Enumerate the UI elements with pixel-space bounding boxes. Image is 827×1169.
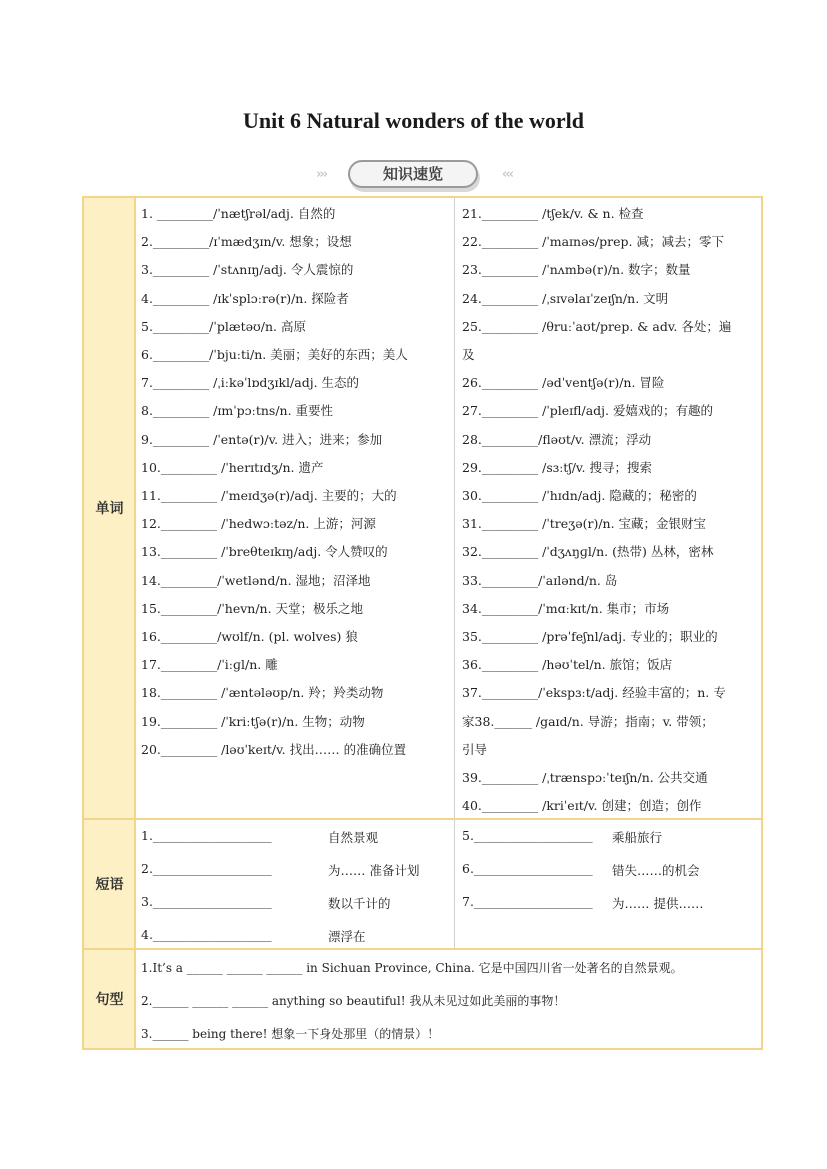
phrase-meaning: 漂浮在 — [328, 929, 366, 944]
word-item: 23._________ /ˈnʌmbə(r)/n. 数字；数量 — [462, 262, 691, 278]
phrase-meaning: 为…… 提供…… — [612, 896, 704, 911]
phrase-meaning: 错失……的机会 — [612, 863, 700, 878]
phrase-meaning: 自然景观 — [328, 830, 379, 845]
phrase-meaning: 为…… 准备计划 — [328, 863, 420, 878]
section-banner — [312, 158, 516, 192]
phrase-blank: 1.___________________ — [141, 828, 272, 843]
word-item: 15._________/ˈhevn/n. 天堂；极乐之地 — [141, 600, 364, 616]
word-item: 32._________ /ˈdʒʌŋɡl/n. (热带) 丛林，密林 — [462, 544, 714, 560]
arrows-right-icon: ‹‹‹ — [501, 167, 512, 182]
section-divider — [84, 818, 761, 820]
word-item: 9._________ /ˈentə(r)/v. 进入；进来；参加 — [141, 431, 383, 447]
arrows-left-icon: ››› — [316, 167, 327, 182]
section-divider — [84, 948, 761, 950]
word-item: 3._________ /ˈstʌnɪŋ/adj. 令人震惊的 — [141, 262, 354, 278]
sentence-item: 2.______ ______ ______ anything so beautiful! 我从未见过如此美丽的事物！ — [141, 994, 566, 1008]
label-column-divider — [134, 198, 136, 1048]
word-item: 13._________ /ˈbreθteɪkɪŋ/adj. 令人赞叹的 — [141, 544, 388, 560]
word-item: 25._________ /θruːˈaʊt/prep. & adv. 各处；遍 — [462, 318, 732, 334]
word-item: 30._________ /ˈhɪdn/adj. 隐藏的；秘密的 — [462, 488, 697, 503]
words-column-divider — [454, 198, 455, 818]
word-item: 10._________ /ˈherɪtɪdʒ/n. 遗产 — [141, 459, 324, 475]
phrase-blank: 3.___________________ — [141, 894, 272, 909]
phrase-meaning: 数以千计的 — [328, 896, 391, 911]
word-item: 7._________ /ˌiːkəˈlɒdʒɪkl/adj. 生态的 — [141, 375, 360, 391]
word-item: 33._________/ˈaɪlənd/n. 岛 — [462, 572, 618, 588]
word-item: 1. _________/ˈnætʃrəl/adj. 自然的 — [141, 206, 336, 221]
word-item: 17._________/ˈiːɡl/n. 雕 — [141, 657, 278, 673]
word-item: 40._________ /kriˈeɪt/v. 创建；创造；创作 — [462, 798, 702, 814]
word-item: 家38.______ /gaɪd/n. 导游；指南；v. 带领； — [462, 713, 714, 729]
word-item: 19._________ /ˈkriːtʃə(r)/n. 生物；动物 — [141, 713, 365, 729]
word-item: 34._________/ˈmɑːkɪt/n. 集市；市场 — [462, 600, 670, 616]
word-item: 8._________ /ɪmˈpɔːtns/n. 重要性 — [141, 403, 334, 419]
word-item: 29._________ /sɜːtʃ/v. 搜寻；搜索 — [462, 459, 652, 475]
phrases-column-divider — [454, 820, 455, 948]
word-item: 27._________ /ˈpleɪfl/adj. 爱嬉戏的；有趣的 — [462, 403, 713, 419]
phrase-blank: 7.___________________ — [462, 894, 593, 909]
word-item: 35._________ /prəˈfeʃnl/adj. 专业的；职业的 — [462, 629, 718, 644]
word-item: 6._________/ˈbjuːti/n. 美丽；美好的东西；美人 — [141, 347, 408, 362]
word-item: 36._________ /həʊˈtel/n. 旅馆；饭店 — [462, 657, 673, 673]
banner-label: 知识速览 — [348, 160, 478, 188]
word-item: 28._________/fləʊt/v. 漂流；浮动 — [462, 431, 652, 447]
word-item: 22._________ /ˈmaɪnəs/prep. 减；减去；零下 — [462, 234, 724, 250]
word-item: 引导 — [462, 741, 488, 757]
word-item: 26._________ /ədˈventʃə(r)/n. 冒险 — [462, 375, 665, 391]
word-item: 37._________/ˈekspɜːt/adj. 经验丰富的；n. 专 — [462, 685, 726, 701]
word-item: 24._________ /ˌsɪvəlaɪˈzeɪʃn/n. 文明 — [462, 290, 669, 306]
word-item: 及 — [462, 347, 475, 362]
page-title: Unit 6 Natural wonders of the world — [243, 108, 584, 133]
word-item: 21._________ /tʃek/v. & n. 检查 — [462, 206, 644, 221]
phrase-blank: 5.___________________ — [462, 828, 593, 843]
word-item: 5._________/ˈplætəʊ/n. 高原 — [141, 318, 306, 334]
word-item: 31._________ /ˈtreʒə(r)/n. 宝藏；金银财宝 — [462, 516, 707, 532]
word-item: 14._________/ˈwetlənd/n. 湿地；沼泽地 — [141, 572, 371, 588]
word-item: 4._________ /ɪkˈsplɔːrə(r)/n. 探险者 — [141, 290, 349, 306]
word-item: 20._________ /ləʊˈkeɪt/v. 找出…… 的准确位置 — [141, 741, 407, 757]
phrase-blank: 6.___________________ — [462, 861, 593, 876]
word-item: 39._________ /ˌtrænspɔːˈteɪʃn/n. 公共交通 — [462, 770, 708, 785]
word-item: 11._________ /ˈmeɪdʒə(r)/adj. 主要的；大的 — [141, 488, 397, 503]
phrases-label: 短语 — [84, 820, 135, 948]
phrase-blank: 4.___________________ — [141, 927, 272, 942]
sentence-item: 1.It’s a ______ ______ ______ in Sichuan Province, China. 它是中国四川省一处著名的自然景观。 — [141, 961, 683, 975]
phrase-meaning: 乘船旅行 — [612, 830, 663, 845]
sentence-item: 3.______ being there! 想象一下身处那里（的情景）！ — [141, 1027, 440, 1041]
word-item: 12._________ /ˈhedwɔːtəz/n. 上游；河源 — [141, 516, 376, 532]
phrase-blank: 2.___________________ — [141, 861, 272, 876]
word-item: 2._________/ɪˈmædʒɪn/v. 想象；设想 — [141, 234, 352, 250]
words-label: 单词 — [84, 198, 135, 818]
word-item: 18._________ /ˈæntələʊp/n. 羚；羚类动物 — [141, 685, 384, 701]
sentences-label: 句型 — [84, 950, 135, 1048]
word-item: 16._________/wʊlf/n. (pl. wolves) 狼 — [141, 629, 358, 644]
